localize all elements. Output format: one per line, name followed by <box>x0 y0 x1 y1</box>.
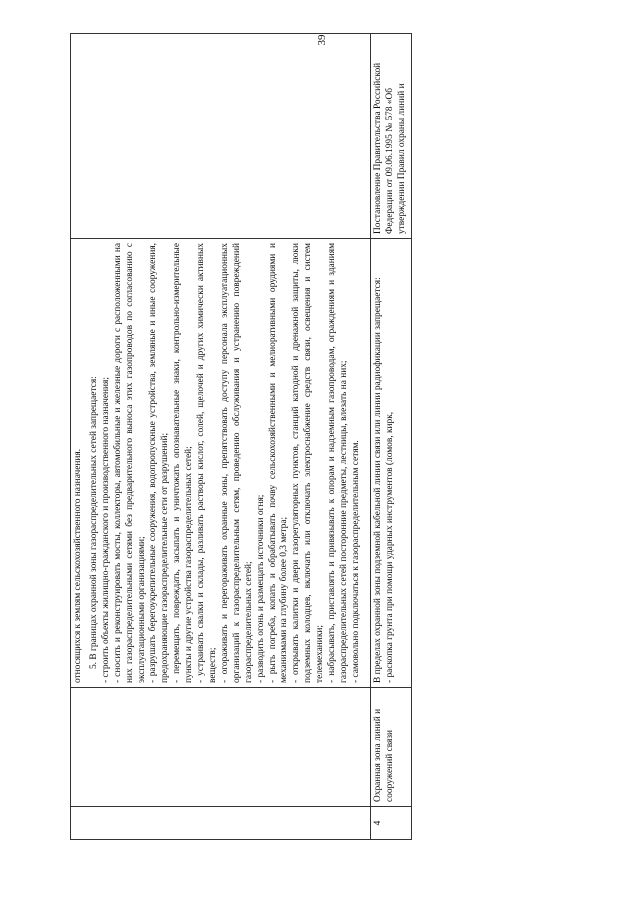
list-item: - сносить и реконструировать мосты, коллекторы, автомобильные и железные дороги с расположенными на них газораспределительными сетями без предварительного выноса этих газопроводов по согласованию с эксплуатационными организациями; <box>112 243 147 683</box>
list-item: - самовольно подключаться к газораспределительным сетям. <box>350 440 361 683</box>
list-item: - разводить огонь и размещать источники огня; <box>255 494 266 683</box>
cell-source-empty <box>71 34 371 239</box>
table-row-4 <box>371 34 412 840</box>
rotated-sheet <box>70 62 570 840</box>
cell-name-empty <box>71 688 371 807</box>
zone5-intro: 5. В границах охранной зоны газораспределительных сетей запрещается: <box>88 376 99 669</box>
legal-source: Постановление Правительства Российской Федерации от 09.06.1995 № 578 «Об утверждении Правил охраны линий и <box>371 34 412 239</box>
table-row-previous <box>71 34 371 840</box>
list-item: - устраивать свалки и склады, разливать растворы кислот, солей, щелочей и других химически активных веществ; <box>196 243 218 683</box>
tail-text: относящихся к землям сельскохозяйственного назначения. <box>73 448 83 683</box>
list-item: - строить объекты жилищно-гражданского и производственного назначения; <box>100 377 111 683</box>
list-item: - рыть погреба, копать и обрабатывать почву сельскохозяйственными и мелиоративными орудиями и механизмами на глубину более 0,3 метра; <box>267 243 290 683</box>
page-number: 39 <box>316 34 328 46</box>
zone-description-intro: В пределах охранной зоны подземной кабельной линии связи или линии радиофикации запрещается: <box>373 277 383 683</box>
list-item: - перемещать, повреждать, засыпать и уничтожать опознавательные знаки, контрольно-измерительные пункты и другие устройства газораспределительных сетей; <box>172 243 195 683</box>
zone-name: Охранная зона линий и сооружений связи <box>371 688 412 807</box>
cell-number-empty <box>71 807 371 840</box>
list-item: - открывать калитки и двери газорегуляторных пунктов, станций катодной и дренажной защиты, люки подземных колодцев, включать или отключать электроснабжение средств связи, освещения и систем телемеханики; <box>291 243 326 683</box>
list-item: - набрасывать, приставлять и привязывать к опорам и надземным газопроводам, ограждениям и зданиям газораспределительных сетей посторонние предметы, лестницы, влезать на них; <box>327 243 349 683</box>
zones-table <box>70 62 570 840</box>
list-item: - огораживать и перегораживать охранные зоны, препятствовать доступу персонала эксплуатационных организаций к газораспределительным сетям, проведению обслуживания и устранению повреждений газораспределительных сетей; <box>219 243 254 683</box>
cell-description <box>71 239 371 688</box>
row-number: 4 <box>371 807 412 840</box>
zone-description-item: - раскопка грунта при помощи ударных инструментов (ломов, кирк, <box>384 411 395 683</box>
zone5-rules-list <box>101 243 363 683</box>
list-item: - разрушать берегоукрепительные сооружения, водопропускные устройства, земляные и иные сооружения, предохраняющие газораспределительные сети от разрушений; <box>148 243 171 683</box>
zone-description <box>371 239 412 688</box>
